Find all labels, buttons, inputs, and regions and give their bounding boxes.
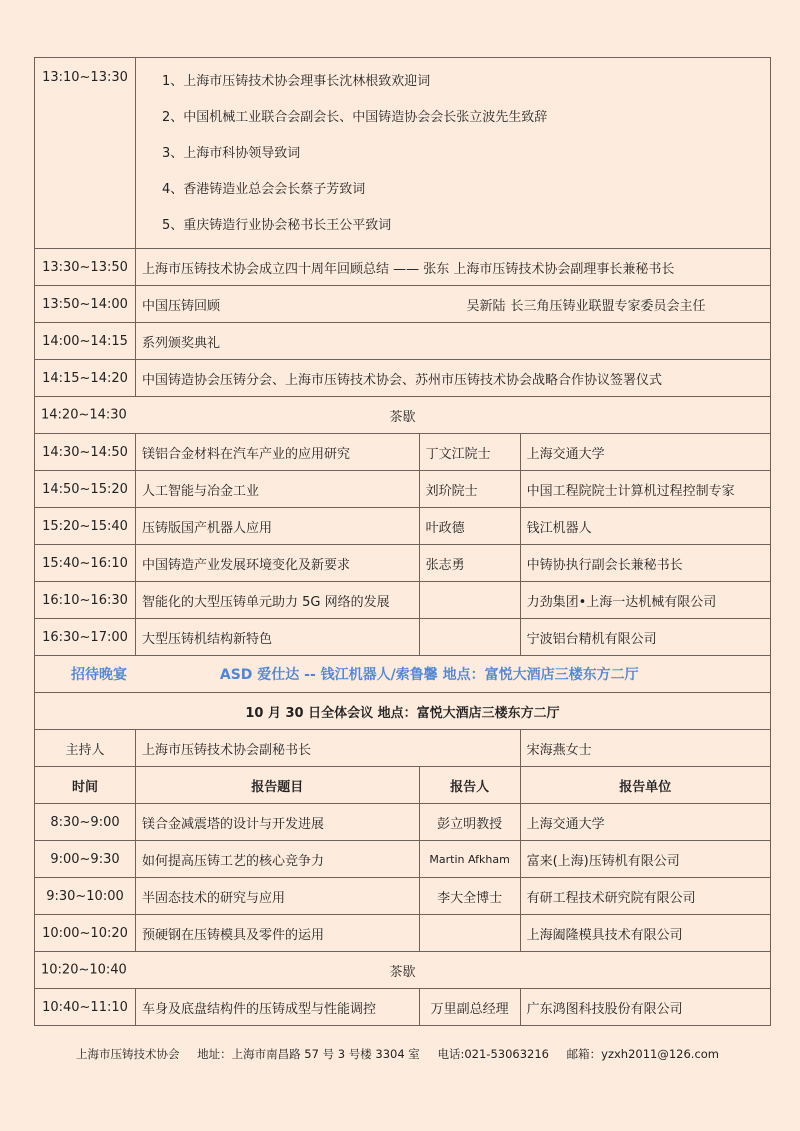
org-cell: 上海阖隆模具技术有限公司 — [520, 915, 770, 952]
table-row-break — [35, 397, 771, 434]
header-speaker: 报告人 — [419, 767, 520, 804]
day-title: 10 月 30 日全体会议 地点：富悦大酒店三楼东方二厅 — [35, 693, 771, 730]
time-cell: 9:00~9:30 — [35, 841, 136, 878]
time-cell: 13:10~13:30 — [35, 58, 136, 249]
list-item: 2、中国机械工业联合会副会长、中国铸造协会会长张立波先生致辞 — [161, 110, 548, 125]
table-row — [35, 323, 771, 360]
footer-address: 地址：上海市南昌路 57 号 3 号楼 3304 室 — [197, 1047, 420, 1061]
org-cell: 中国工程院院士计算机过程控制专家 — [520, 471, 770, 508]
topic-cell: 压铸版国产机器人应用 — [135, 508, 419, 545]
header-topic: 报告题目 — [135, 767, 419, 804]
speaker-cell: 张志勇 — [419, 545, 520, 582]
list-item: 3、上海市科协领导致词 — [161, 146, 301, 161]
topic-cell: 预硬钢在压铸模具及零件的运用 — [135, 915, 419, 952]
table-row — [35, 915, 771, 952]
speaker-cell: 彭立明教授 — [419, 804, 520, 841]
table-row — [35, 508, 771, 545]
footer-email: 邮箱：yzxh2011@126.com — [566, 1047, 720, 1061]
topic-cell: 中国铸造产业发展环境变化及新要求 — [135, 545, 419, 582]
org-cell: 宁波铝台精机有限公司 — [520, 619, 770, 656]
header-org: 报告单位 — [520, 767, 770, 804]
host-name: 宋海燕女士 — [520, 730, 770, 767]
org-cell: 广东鸿图科技股份有限公司 — [520, 989, 770, 1026]
break-time: 14:20~14:30 — [41, 407, 127, 423]
topic-cell: 大型压铸机结构新特色 — [135, 619, 419, 656]
org-cell: 钱江机器人 — [520, 508, 770, 545]
speaker-cell: Martin Afkham — [419, 841, 520, 878]
banquet-row — [35, 656, 771, 693]
org-cell: 有研工程技术研究院有限公司 — [520, 878, 770, 915]
topic-cell: 镁铝合金材料在汽车产业的应用研究 — [135, 434, 419, 471]
time-cell: 9:30~10:00 — [35, 878, 136, 915]
topic-cell: 系列颁奖典礼 — [135, 323, 770, 360]
table-header-row — [35, 767, 771, 804]
time-cell: 15:20~15:40 — [35, 508, 136, 545]
table-row — [35, 582, 771, 619]
time-cell: 14:30~14:50 — [35, 434, 136, 471]
host-role: 上海市压铸技术协会副秘书长 — [135, 730, 520, 767]
topic-cell: 车身及底盘结构件的压铸成型与性能调控 — [135, 989, 419, 1026]
table-row — [35, 989, 771, 1026]
header-time: 时间 — [35, 767, 136, 804]
list-item: 5、重庆铸造行业协会秘书长王公平致词 — [161, 218, 392, 233]
break-label: 茶歇 — [389, 964, 416, 980]
table-row — [35, 804, 771, 841]
break-time: 10:20~10:40 — [41, 962, 127, 978]
topic-cell: 智能化的大型压铸单元助力 5G 网络的发展 — [135, 582, 419, 619]
speaker-cell: 刘玠院士 — [419, 471, 520, 508]
topic-cell — [135, 286, 770, 323]
table-row — [35, 434, 771, 471]
table-row — [35, 619, 771, 656]
footer — [76, 1046, 733, 1062]
table-row-opening — [35, 58, 771, 249]
time-cell: 16:10~16:30 — [35, 582, 136, 619]
time-cell: 13:50~14:00 — [35, 286, 136, 323]
table-row — [35, 471, 771, 508]
org-cell: 富来(上海)压铸机有限公司 — [520, 841, 770, 878]
table-row — [35, 878, 771, 915]
org-cell: 上海交通大学 — [520, 434, 770, 471]
table-row-break — [35, 952, 771, 989]
speaker-cell: 丁文江院士 — [419, 434, 520, 471]
time-cell: 13:30~13:50 — [35, 249, 136, 286]
time-cell: 14:50~15:20 — [35, 471, 136, 508]
speaker-cell — [419, 619, 520, 656]
speaker-cell — [419, 582, 520, 619]
break-label: 茶歇 — [389, 409, 416, 425]
time-cell: 10:00~10:20 — [35, 915, 136, 952]
topic-cell: 人工智能与冶金工业 — [135, 471, 419, 508]
time-cell: 15:40~16:10 — [35, 545, 136, 582]
topic-cell: 如何提高压铸工艺的核心竞争力 — [135, 841, 419, 878]
org-text: 长三角压铸业联盟专家委员会主任 — [510, 298, 706, 314]
speaker-cell: 叶政德 — [419, 508, 520, 545]
topic-cell: 中国铸造协会压铸分会、上海市压铸技术协会、苏州市压铸技术协会战略合作协议签署仪式 — [135, 360, 770, 397]
time-cell: 14:15~14:20 — [35, 360, 136, 397]
host-row — [35, 730, 771, 767]
banquet-detail: ASD 爱仕达 -- 钱江机器人/索鲁馨 地点：富悦大酒店三楼东方二厅 — [219, 667, 639, 683]
table-row — [35, 360, 771, 397]
org-cell: 上海交通大学 — [520, 804, 770, 841]
banquet-label: 招待晚宴 — [71, 667, 127, 683]
topic-cell: 镁合金减震塔的设计与开发进展 — [135, 804, 419, 841]
topic-cell: 上海市压铸技术协会成立四十周年回顾总结 —— 张东 上海市压铸技术协会副理事长兼秘书长 — [135, 249, 770, 286]
time-cell: 14:00~14:15 — [35, 323, 136, 360]
list-item: 1、上海市压铸技术协会理事长沈林根致欢迎词 — [161, 74, 431, 89]
topic-text: 中国压铸回顾 — [141, 298, 220, 314]
host-label: 主持人 — [35, 730, 136, 767]
speaker-cell: 李大全博士 — [419, 878, 520, 915]
org-cell: 中铸协执行副会长兼秘书长 — [520, 545, 770, 582]
time-cell: 8:30~9:00 — [35, 804, 136, 841]
topic-cell: 半固态技术的研究与应用 — [135, 878, 419, 915]
footer-phone: 电话:021-53063216 — [437, 1047, 549, 1061]
list-item: 4、香港铸造业总会会长蔡子芳致词 — [161, 182, 366, 197]
table-row — [35, 545, 771, 582]
speaker-cell — [419, 915, 520, 952]
footer-org: 上海市压铸技术协会 — [76, 1047, 180, 1061]
speaker-text: 吴新陆 — [466, 298, 506, 314]
time-cell: 16:30~17:00 — [35, 619, 136, 656]
table-row — [35, 249, 771, 286]
org-cell: 力劲集团•上海一达机械有限公司 — [520, 582, 770, 619]
day-title-row — [35, 693, 771, 730]
time-cell: 10:40~11:10 — [35, 989, 136, 1026]
table-row — [35, 841, 771, 878]
opening-speeches — [135, 58, 770, 249]
schedule-table — [34, 57, 771, 1026]
table-row — [35, 286, 771, 323]
speaker-cell: 万里副总经理 — [419, 989, 520, 1026]
